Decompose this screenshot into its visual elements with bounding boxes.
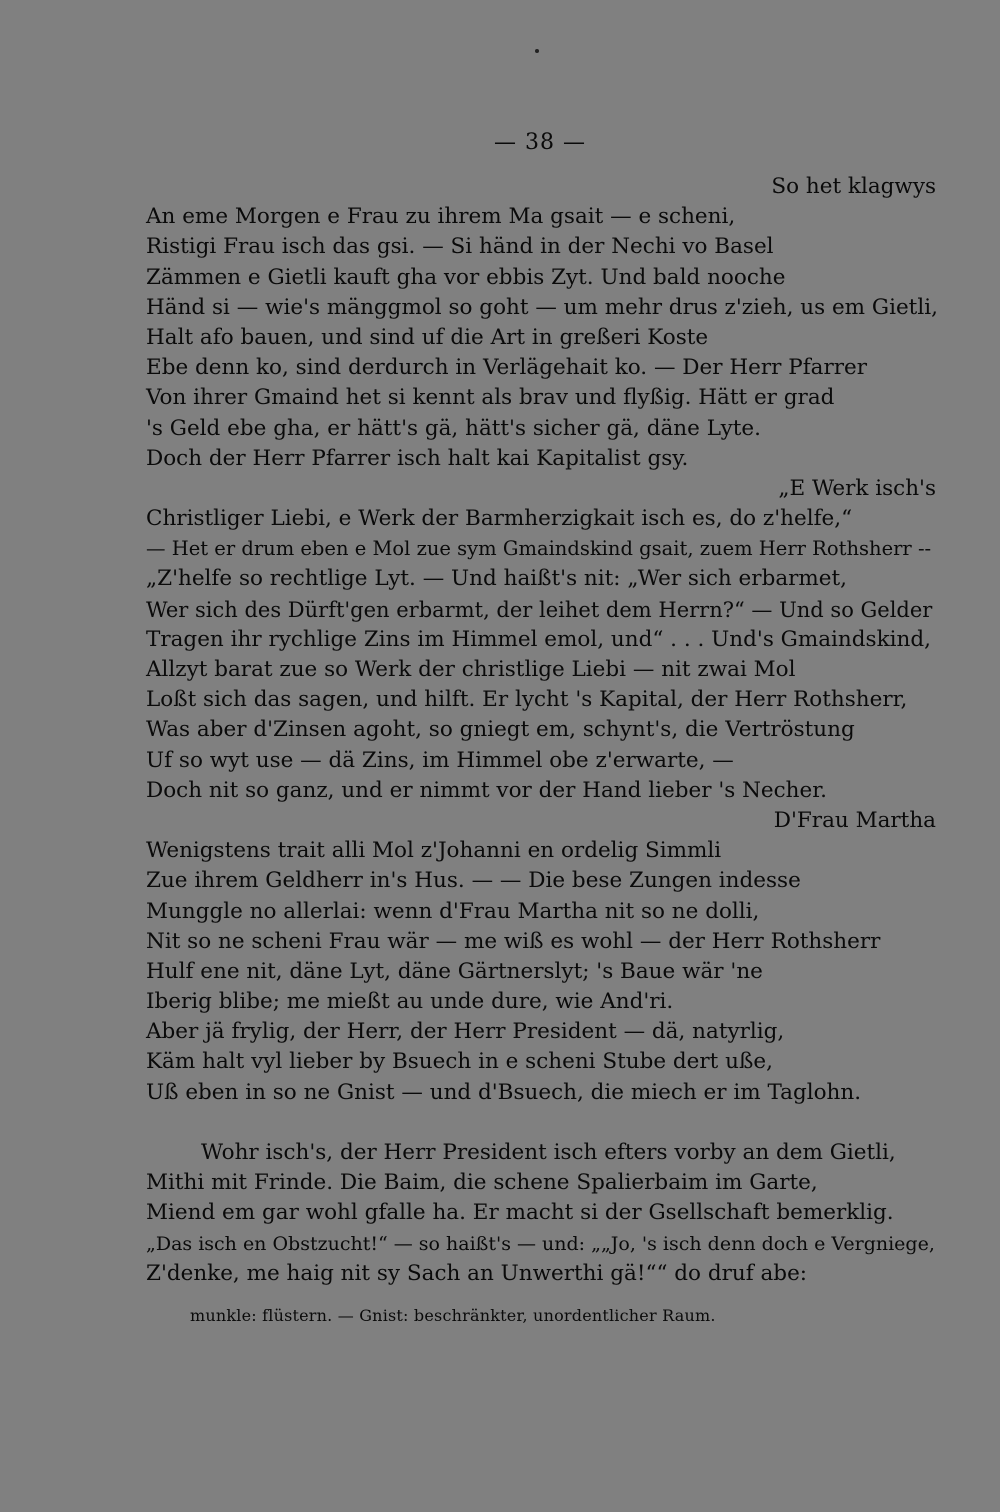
verse-line: Nit so ne scheni Frau wär — me wiß es wohl — der Herr Rothsherr	[146, 928, 881, 954]
verse-line: Iberig blibe; me mießt au unde dure, wie And'ri.	[146, 989, 674, 1015]
verse-line: Käm halt vyl lieber by Bsuech in e scheni Stube dert uße,	[146, 1049, 773, 1075]
verse-line: 's Geld ebe gha, er hätt's gä, hätt's sicher gä, däne Lyte.	[146, 415, 761, 441]
verse-line: Loßt sich das sagen, und hilft. Er lycht 's Kapital, der Herr Rothsherr,	[146, 687, 908, 713]
verse-line: — Het er drum eben e Mol zue sym Gmaindskind gsait, zuem Herr Rothsherr --	[146, 537, 932, 561]
verse-line: Zämmen e Gietli kauft gha vor ebbis Zyt. Und bald nooche	[146, 264, 786, 290]
verse-line: Christliger Liebi, e Werk der Barmherzigkait isch es, do z'helfe,“	[146, 506, 853, 532]
verse-line: Uf so wyt use — dä Zins, im Himmel obe z'erwarte, —	[146, 747, 734, 773]
verse-line: Von ihrer Gmaind het si kennt als brav und flyßig. Hätt er grad	[146, 385, 835, 411]
verse-line: Zue ihrem Geldherr in's Hus. — — Die bese Zungen indesse	[146, 868, 801, 894]
page-speck	[535, 49, 539, 53]
prose-line: Wohr isch's, der Herr President isch efters vorby an dem Gietli,	[201, 1140, 896, 1165]
verse-line: Tragen ihr rychlige Zins im Himmel emol, und“ . . . Und's Gmaindskind,	[146, 626, 931, 652]
prose-line: Miend em gar wohl gfalle ha. Er macht si der Gsellschaft bemerklig.	[146, 1200, 894, 1226]
verse-line: So het klagwys	[771, 174, 936, 199]
verse-line: Halt afo bauen, und sind uf die Art in greßeri Koste	[146, 324, 709, 350]
verse-line: „Z'helfe so rechtlige Lyt. — Und haißt's nit: „Wer sich erbarmet,	[146, 566, 848, 592]
verse-line: Ristigi Frau isch das gsi. — Si händ in der Nechi vo Basel	[146, 234, 774, 260]
verse-line: Munggle no allerlai: wenn d'Frau Martha nit so ne dolli,	[146, 898, 760, 924]
verse-line: Wenigstens trait alli Mol z'Johanni en ordelig Simmli	[146, 838, 722, 864]
verse-line: Aber jä frylig, der Herr, der Herr President — dä, natyrlig,	[146, 1019, 785, 1045]
verse-line: „E Werk isch's	[778, 475, 936, 501]
verse-line: D'Frau Martha	[773, 807, 936, 833]
prose-line: Mithi mit Frinde. Die Baim, die schene Spalierbaim im Garte,	[146, 1170, 818, 1196]
verse-line: Uß eben in so ne Gnist — und d'Bsuech, die miech er im Taglohn.	[146, 1079, 862, 1105]
verse-line: Was aber d'Zinsen agoht, so gniegt em, schynt's, die Vertröstung	[146, 717, 855, 743]
page-number: — 38 —	[494, 130, 586, 155]
verse-line: Hulf ene nit, däne Lyt, däne Gärtnerslyt; 's Baue wär 'ne	[146, 958, 763, 984]
footnote: munkle: flüstern. — Gnist: beschränkter, unordentlicher Raum.	[190, 1306, 716, 1325]
verse-line: An eme Morgen e Frau zu ihrem Ma gsait — e scheni,	[146, 204, 736, 230]
verse-block	[146, 172, 946, 1108]
prose-line: Z'denke, me haig nit sy Sach an Unwerthi gä!““ do druf abe:	[146, 1260, 808, 1286]
verse-line: Händ si — wie's mänggmol so goht — um mehr drus z'zieh, us em Gietli,	[146, 294, 938, 320]
verse-line: Ebe denn ko, sind derdurch in Verlägehait ko. — Der Herr Pfarrer	[146, 355, 868, 381]
verse-line: Doch nit so ganz, und er nimmt vor der Hand lieber 's Necher.	[146, 777, 827, 803]
verse-line: Doch der Herr Pfarrer isch halt kai Kapitalist gsy.	[146, 445, 689, 471]
prose-block	[146, 1138, 946, 1289]
prose-line: „Das isch en Obstzucht!“ — so haißt's — und: „„Jo, 's isch denn doch e Vergniege,	[146, 1232, 935, 1255]
verse-line: Wer sich des Dürft'gen erbarmt, der leihet dem Herrn?“ — Und so Gelder	[146, 597, 933, 622]
verse-line: Allzyt barat zue so Werk der christlige Liebi — nit zwai Mol	[146, 657, 796, 682]
